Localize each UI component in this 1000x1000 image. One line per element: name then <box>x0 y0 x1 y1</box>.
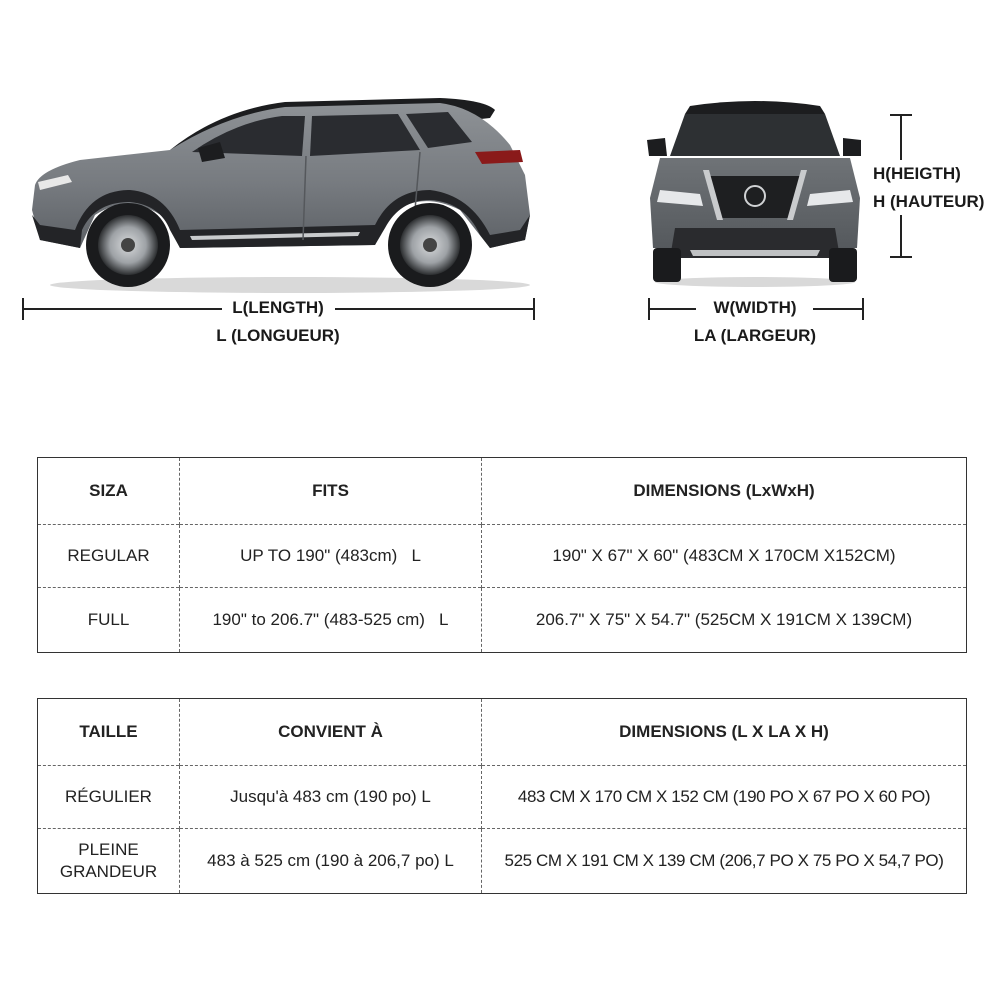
length-label-fr: L (LONGUEUR) <box>216 326 340 345</box>
height-label-en: H(HEIGTH) <box>873 164 961 183</box>
cell-convient: 483 à 525 cm (190 à 206,7 po) L <box>180 829 482 894</box>
cell-dimensions: 483 CM X 170 CM X 152 CM (190 PO X 67 PO X 60 PO) <box>482 766 967 829</box>
length-label <box>188 294 368 350</box>
width-label <box>680 294 830 350</box>
height-dimension-line-bottom <box>900 215 902 257</box>
cell-taille-line-1: PLEINE <box>78 840 139 859</box>
height-dimension-line-top <box>900 114 902 160</box>
table-row <box>38 829 967 894</box>
cell-taille <box>38 829 180 894</box>
length-tick-right <box>533 298 535 320</box>
table-header-row <box>38 458 967 525</box>
table-row <box>38 588 967 653</box>
length-tick-left <box>22 298 24 320</box>
header-fits: FITS <box>180 458 482 525</box>
size-table-english <box>37 457 967 653</box>
car-side-view-image <box>20 90 540 295</box>
height-tick-top <box>890 114 912 116</box>
header-dimensions: DIMENSIONS (L X LA X H) <box>482 699 967 766</box>
cell-fits: UP TO 190" (483cm) L <box>180 525 482 588</box>
cell-convient: Jusqu'à 483 cm (190 po) L <box>180 766 482 829</box>
table-row <box>38 766 967 829</box>
size-table-french <box>37 698 967 894</box>
cell-size: FULL <box>38 588 180 653</box>
header-taille: TAILLE <box>79 722 138 741</box>
width-tick-right <box>862 298 864 320</box>
table-row <box>38 525 967 588</box>
width-tick-left <box>648 298 650 320</box>
header-size: SIZA <box>89 481 128 500</box>
cell-dimensions: 206.7" X 75" X 54.7" (525CM X 191CM X 139CM) <box>482 588 967 653</box>
car-front-view-image <box>645 98 865 288</box>
cell-taille: RÉGULIER <box>38 766 180 829</box>
height-tick-bottom <box>890 256 912 258</box>
cell-taille-line-2: GRANDEUR <box>59 862 158 881</box>
cell-dimensions: 525 CM X 191 CM X 139 CM (206,7 PO X 75 PO X 54,7 PO) <box>482 829 967 894</box>
header-dimensions: DIMENSIONS (LxWxH) <box>482 458 967 525</box>
width-label-en: W(WIDTH) <box>713 298 797 317</box>
length-label-en: L(LENGTH) <box>232 298 324 317</box>
width-label-fr: LA (LARGEUR) <box>693 326 817 345</box>
table-header-row <box>38 699 967 766</box>
cell-fits: 190" to 206.7" (483-525 cm) L <box>180 588 482 653</box>
cell-size: REGULAR <box>38 525 180 588</box>
header-convient: CONVIENT À <box>180 699 482 766</box>
height-label <box>873 160 998 216</box>
height-label-fr: H (HAUTEUR) <box>873 192 985 211</box>
cell-dimensions: 190" X 67" X 60" (483CM X 170CM X152CM) <box>482 525 967 588</box>
